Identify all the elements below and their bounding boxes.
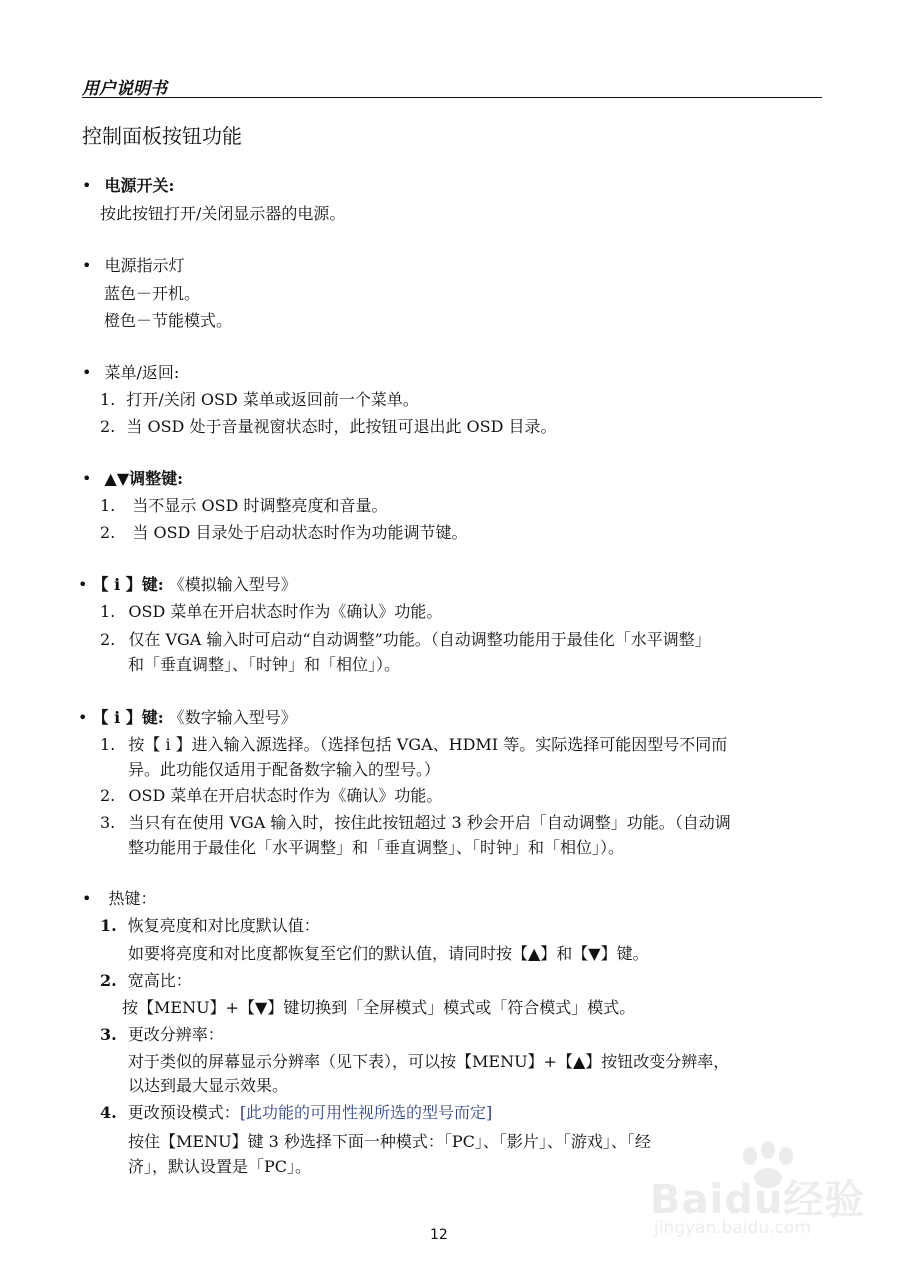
hotkey-item-body-continued: 以达到最大显示效果。 <box>128 1076 289 1095</box>
bullet: • <box>82 363 92 382</box>
hotkey-item-title <box>100 971 192 991</box>
watermark-brand: Baidu经验 <box>650 1177 866 1223</box>
list-item <box>100 496 387 516</box>
item-text-continued: 和「垂直调整」、「时钟」和「相位」）。 <box>128 655 401 674</box>
hotkey-item-body: 对于类似的屏幕显示分辨率（见下表），可以按【MENU】+【▲】按钮改变分辨率， <box>128 1052 730 1071</box>
hotkey-item-body: 按【MENU】+【▼】键切换到「全屏模式」模式或「符合模式」模式。 <box>122 998 636 1017</box>
bullet: • <box>78 708 88 727</box>
bullet: • <box>82 469 92 488</box>
watermark-url: jingyan.baidu.com <box>654 1218 811 1238</box>
list-item <box>100 735 727 755</box>
item-number: 2. <box>100 523 116 542</box>
section-adjust-keys-heading <box>82 469 183 489</box>
item-number: 3. <box>100 1025 117 1044</box>
power-led-line: 蓝色－开机。 <box>104 284 201 303</box>
list-item <box>100 417 557 437</box>
header-rule <box>82 97 822 98</box>
item-text: 打开/关闭 OSD 菜单或返回前一个菜单。 <box>126 390 419 409</box>
item-number: 1. <box>100 390 116 409</box>
hotkey-item-body: 按住【MENU】键 3 秒选择下面一种模式：「PC」、「影片」、「游戏」、「经 <box>128 1132 651 1151</box>
item-text-continued: 异。此功能仅适用于配备数字输入的型号。） <box>128 760 441 779</box>
list-item <box>100 630 711 650</box>
item-title: 更改分辨率： <box>127 1025 224 1044</box>
heading-note: 《模拟输入型号》 <box>168 575 297 594</box>
item-number: 1. <box>100 496 116 515</box>
bullet: • <box>82 889 92 908</box>
item-number: 4. <box>100 1103 117 1122</box>
page-title: 控制面板按钮功能 <box>82 124 242 148</box>
item-text: OSD 菜单在开启状态时作为《确认》功能。 <box>128 786 443 805</box>
section-power-led-heading <box>82 256 185 276</box>
hotkey-item-title <box>100 916 320 936</box>
heading: 【 i 】键: <box>92 575 164 594</box>
item-title-note: [此功能的可用性视所选的型号而定] <box>239 1103 493 1122</box>
section-i-key-digital-heading <box>78 708 297 728</box>
item-title: 更改预设模式： <box>127 1103 240 1122</box>
item-title: 恢复亮度和对比度默认值： <box>127 916 320 935</box>
item-text: 当 OSD 目录处于启动状态时作为功能调节键。 <box>132 523 468 542</box>
heading-note: 《数字输入型号》 <box>168 708 297 727</box>
list-item <box>100 602 442 622</box>
heading: 电源开关: <box>104 176 175 195</box>
item-number: 1. <box>100 916 117 935</box>
header-title: 用户说明书 <box>82 79 167 99</box>
section-menu-back-heading <box>82 363 179 383</box>
list-item <box>100 390 419 410</box>
hotkey-item-body: 如要将亮度和对比度都恢复至它们的默认值，请同时按【▲】和【▼】键。 <box>128 944 649 963</box>
list-item <box>100 813 731 833</box>
item-text: 当只有在使用 VGA 输入时，按住此按钮超过 3 秒会开启「自动调整」功能。（自动调 <box>128 813 731 832</box>
item-text: OSD 菜单在开启状态时作为《确认》功能。 <box>128 602 443 621</box>
bullet: • <box>82 256 92 275</box>
section-hotkeys-heading <box>82 889 157 909</box>
heading: 热键： <box>108 889 157 908</box>
hotkey-item-body-continued: 济」，默认设置是「PC」。 <box>128 1157 312 1176</box>
baidu-watermark <box>640 1140 870 1250</box>
section-power-switch-heading <box>82 176 174 196</box>
item-text: 按【 i 】进入输入源选择。（选择包括 VGA、HDMI 等。实际选择可能因型号不同而 <box>128 735 728 754</box>
item-text: 当 OSD 处于音量视窗状态时，此按钮可退出此 OSD 目录。 <box>126 417 557 436</box>
item-text: 当不显示 OSD 时调整亮度和音量。 <box>132 496 388 515</box>
item-text: 仅在 VGA 输入时可启动“自动调整”功能。（自动调整功能用于最佳化「水平调整」 <box>128 630 711 649</box>
item-title: 宽高比： <box>127 971 192 990</box>
hotkey-item-title <box>100 1103 492 1123</box>
heading: 电源指示灯 <box>104 256 185 275</box>
page-number: 12 <box>430 1227 448 1243</box>
bullet: • <box>82 176 92 195</box>
heading: 【 i 】键: <box>92 708 164 727</box>
item-number: 1. <box>100 735 116 754</box>
item-number: 2. <box>100 417 116 436</box>
item-number: 1. <box>100 602 116 621</box>
power-led-line: 橙色－节能模式。 <box>104 311 233 330</box>
item-number: 2. <box>100 971 117 990</box>
bullet: • <box>78 575 88 594</box>
list-item <box>100 786 442 806</box>
item-number: 3. <box>100 813 116 832</box>
power-switch-body: 按此按钮打开/关闭显示器的电源。 <box>100 204 346 223</box>
item-number: 2. <box>100 630 116 649</box>
heading: ▲▼调整键: <box>104 469 184 488</box>
hotkey-item-title <box>100 1025 224 1045</box>
item-number: 2. <box>100 786 116 805</box>
heading: 菜单/返回: <box>104 363 180 382</box>
list-item <box>100 523 467 543</box>
section-i-key-analog-heading <box>78 575 297 595</box>
item-text-continued: 整功能用于最佳化「水平调整」和「垂直调整」、「时钟」和「相位」）。 <box>128 838 625 857</box>
